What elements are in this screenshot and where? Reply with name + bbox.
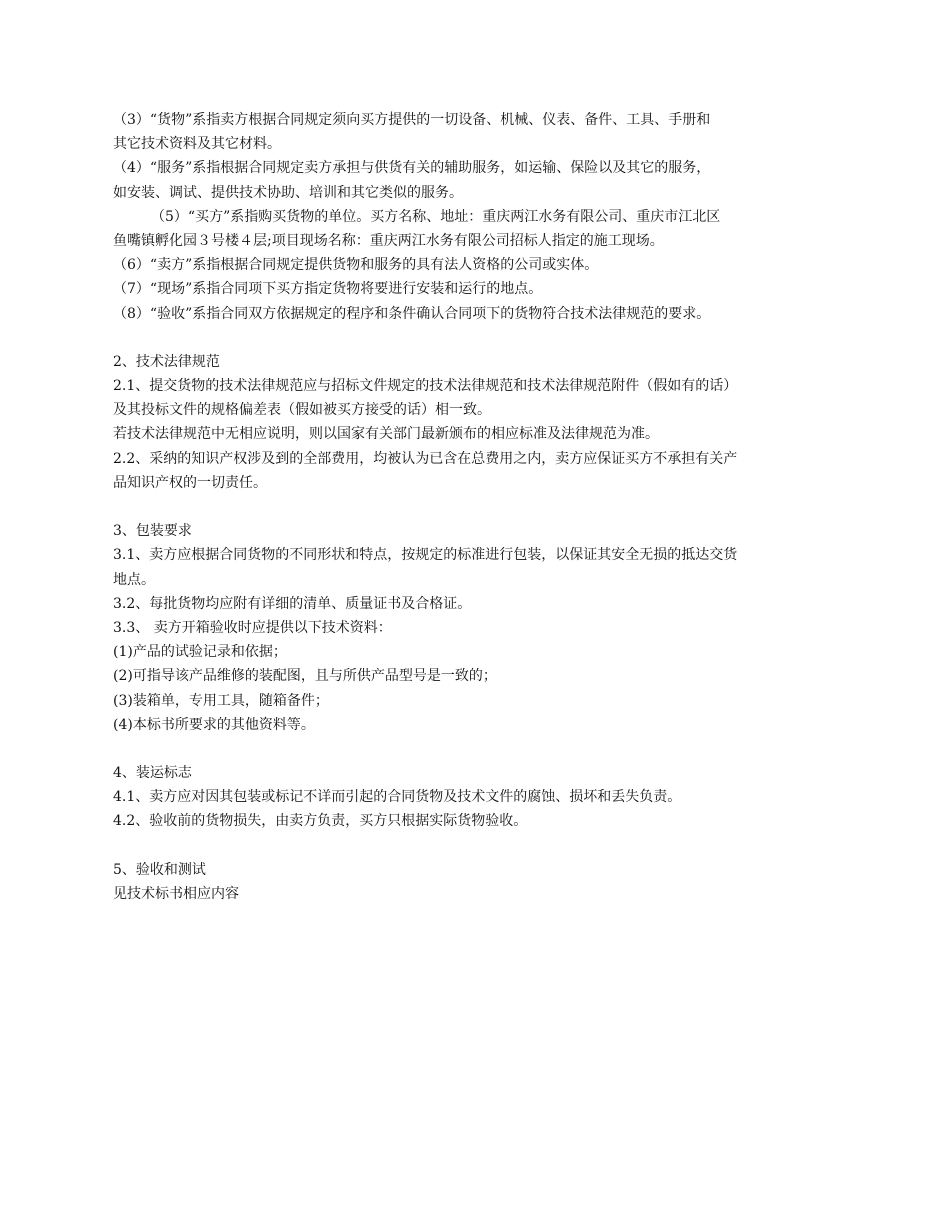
document-body — [113, 108, 843, 906]
definition-services-line-1: （4）“服务”系指根据合同规定卖方承担与供货有关的辅助服务，如运输、保险以及其它的服务， — [113, 160, 711, 177]
list-item: (2)可指导该产品维修的装配图，且与所供产品型号是一致的； — [113, 668, 497, 685]
section-3-2: 3.2、每批货物均应附有详细的清单、质量证书及合格证。 — [113, 595, 472, 612]
section-4-2: 4.2、验收前的货物损失，由卖方负责，买方只根据实际货物验收。 — [113, 813, 528, 830]
section-4-heading: 4、装运标志 — [113, 765, 192, 782]
section-2-1-line-1: 2.1、提交货物的技术法律规范应与招标文件规定的技术法律规范和技术法律规范附件（假如有的话） — [113, 378, 738, 395]
definition-buyer-line-2: 鱼嘴镇孵化园３号楼４层;项目现场名称：重庆两江水务有限公司招标人指定的施工现场。 — [113, 232, 664, 249]
definition-site: （7）“现场”系指合同项下买方指定货物将要进行安装和运行的地点。 — [113, 281, 543, 298]
section-3-1-line-1: 3.1、卖方应根据合同货物的不同形状和特点，按规定的标准进行包装，以保证其安全无损的抵达交货 — [113, 547, 738, 564]
section-4-1: 4.1、卖方应对因其包装或标记不详而引起的合同货物及技术文件的腐蚀、损坏和丢失负责。 — [113, 789, 682, 806]
definition-goods-line-2: 其它技术资料及其它材料。 — [113, 136, 281, 153]
spacer — [113, 326, 843, 350]
list-item: (4)本标书所要求的其他资料等。 — [113, 716, 315, 733]
definition-goods-line-1: （3）“货物”系指卖方根据合同规定须向买方提供的一切设备、机械、仪表、备件、工具、手册和 — [113, 112, 711, 128]
definition-buyer-line-1: （5）“买方”系指购买货物的单位。买方名称、地址：重庆两江水务有限公司、重庆市江北区 — [151, 208, 721, 225]
section-3-1-line-2: 地点。 — [113, 571, 155, 588]
definition-acceptance: （8）“验收”系指合同双方依据规定的程序和条件确认合同项下的货物符合技术法律规范的要求。 — [113, 305, 711, 322]
definition-seller: （6）“卖方”系指根据合同规定提供货物和服务的具有法人资格的公司或实体。 — [113, 257, 599, 274]
section-5-heading: 5、验收和测试 — [113, 861, 206, 878]
section-3-3: 3.3、 卖方开箱验收时应提供以下技术资料： — [113, 619, 392, 636]
list-item: (3)装箱单，专用工具，随箱备件； — [113, 692, 329, 709]
definition-services-line-2: 如安装、调试、提供技术协助、培训和其它类似的服务。 — [113, 184, 463, 201]
spacer — [113, 495, 843, 519]
section-2-1-line-2: 及其投标文件的规格偏差表（假如被买方接受的话）相一致。 — [113, 402, 491, 419]
spacer — [113, 834, 843, 858]
section-2-2-line-2: 品知识产权的一切责任。 — [113, 474, 267, 491]
section-2-heading: 2、技术法律规范 — [113, 353, 220, 370]
section-5-body: 见技术标书相应内容 — [113, 886, 239, 902]
section-2-2-line-1: 2.2、采纳的知识产权涉及到的全部费用，均被认为已含在总费用之内，卖方应保证买方不承担有关产 — [113, 450, 738, 467]
section-2-1-note: 若技术法律规范中无相应说明，则以国家有关部门最新颁布的相应标准及法律规范为准。 — [113, 426, 659, 443]
spacer — [113, 737, 843, 761]
list-item: (1)产品的试验记录和依据； — [113, 644, 287, 661]
section-3-heading: 3、包装要求 — [113, 523, 192, 540]
